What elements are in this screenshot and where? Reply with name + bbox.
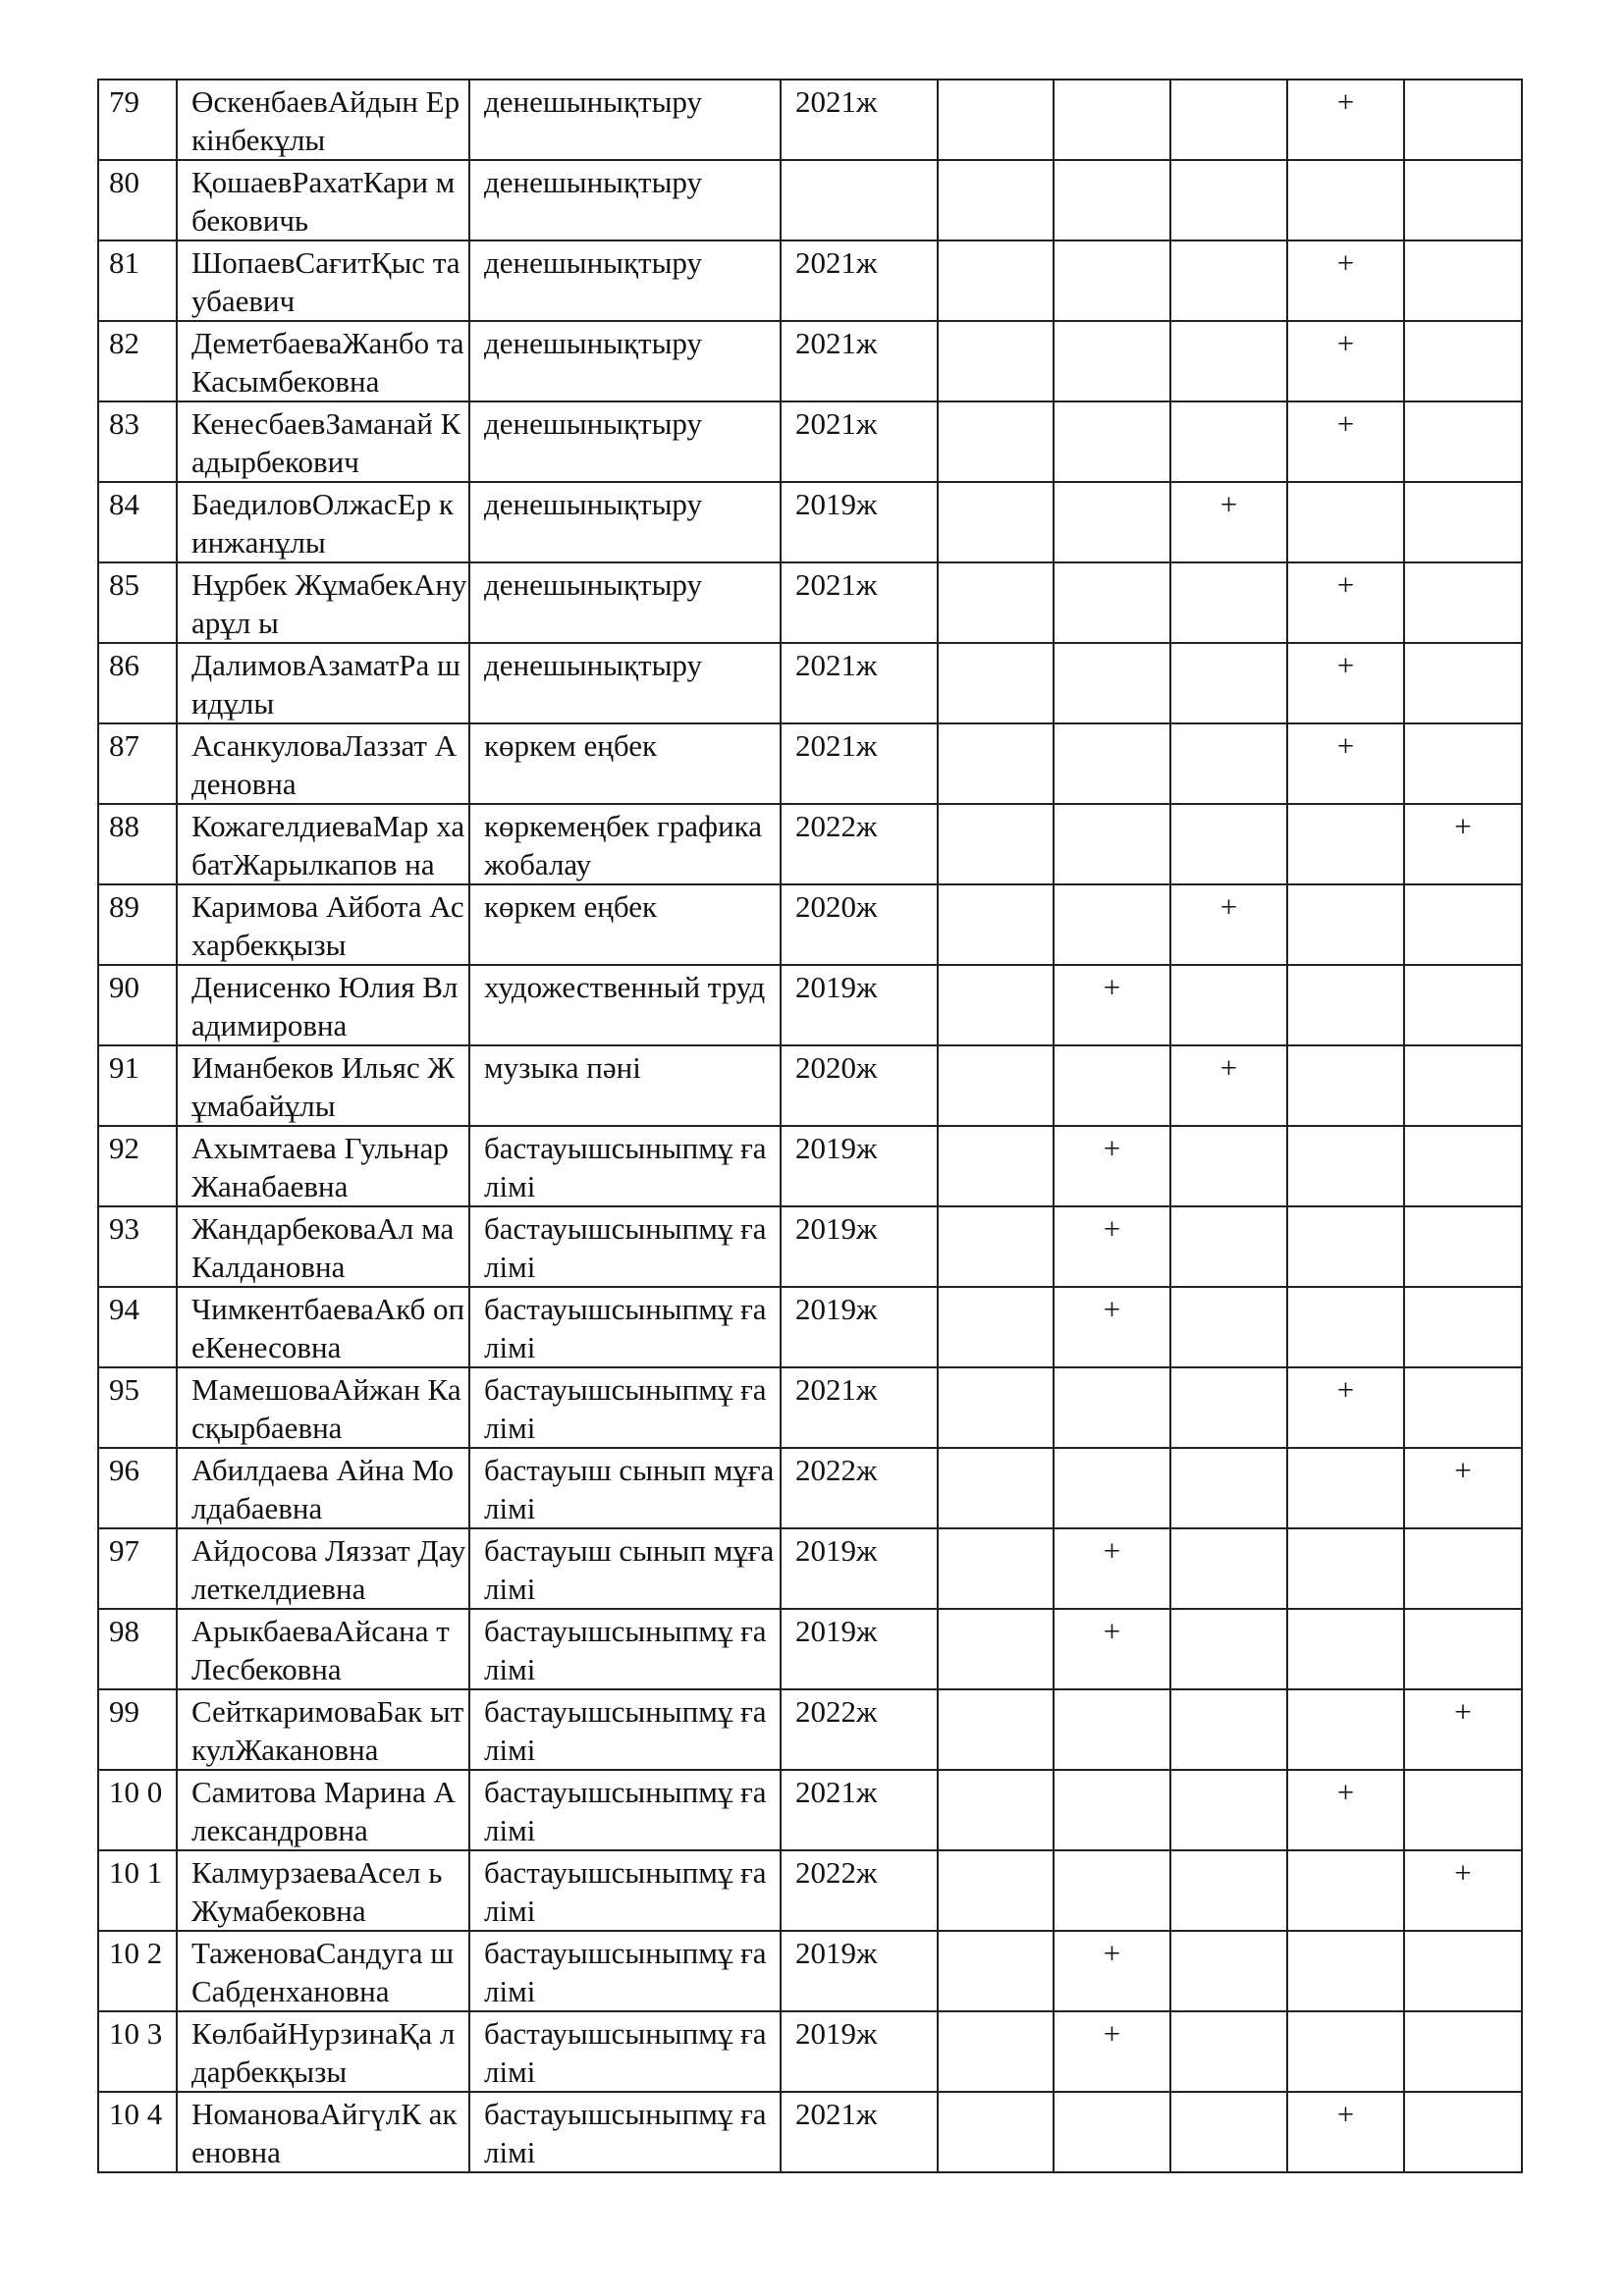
mark-cell xyxy=(938,884,1054,965)
table-row xyxy=(98,160,1522,240)
mark-cell xyxy=(1170,1206,1287,1287)
name-cell: Иманбеков Ильяс Жұмабайұлы xyxy=(177,1045,469,1126)
name-cell: Самитова Марина Александровна xyxy=(177,1770,469,1850)
table-row xyxy=(98,80,1522,160)
mark-cell xyxy=(1170,1689,1287,1770)
subject-cell: бастауышсыныпмұ ғалімі xyxy=(469,1689,781,1770)
mark-cell: + xyxy=(1054,965,1170,1045)
mark-cell xyxy=(938,482,1054,562)
name-cell: КалмурзаеваАсел ьЖумабековна xyxy=(177,1850,469,1931)
mark-cell xyxy=(1054,884,1170,965)
mark-cell xyxy=(1170,965,1287,1045)
mark-cell xyxy=(1054,723,1170,804)
mark-cell: + xyxy=(1404,804,1522,884)
mark-cell xyxy=(1404,1287,1522,1367)
mark-cell xyxy=(1054,80,1170,160)
row-number-cell: 85 xyxy=(98,562,177,643)
mark-cell xyxy=(1287,1931,1404,2011)
name-cell: АсанкуловаЛаззат Аденовна xyxy=(177,723,469,804)
table-row xyxy=(98,965,1522,1045)
mark-cell xyxy=(1170,804,1287,884)
table-row xyxy=(98,1206,1522,1287)
subject-cell: денешынықтыру xyxy=(469,240,781,321)
row-number-cell: 94 xyxy=(98,1287,177,1367)
table-row xyxy=(98,723,1522,804)
subject-cell: бастауышсыныпмұ ғалімі xyxy=(469,1126,781,1206)
mark-cell xyxy=(1054,321,1170,401)
name-cell: КожагелдиеваМар хабатЖарылкапов на xyxy=(177,804,469,884)
mark-cell: + xyxy=(1054,1206,1170,1287)
mark-cell xyxy=(1404,965,1522,1045)
mark-cell xyxy=(1287,2011,1404,2092)
mark-cell xyxy=(1054,643,1170,723)
mark-cell xyxy=(1287,804,1404,884)
mark-cell xyxy=(1287,884,1404,965)
table-row xyxy=(98,804,1522,884)
mark-cell xyxy=(1170,1287,1287,1367)
mark-cell xyxy=(1287,1287,1404,1367)
row-number-cell: 92 xyxy=(98,1126,177,1206)
mark-cell: + xyxy=(1287,321,1404,401)
mark-cell xyxy=(1054,562,1170,643)
name-cell: АрыкбаеваАйсана тЛесбековна xyxy=(177,1609,469,1689)
mark-cell xyxy=(1404,321,1522,401)
year-cell: 2019ж xyxy=(781,1287,938,1367)
row-number-cell: 86 xyxy=(98,643,177,723)
name-cell: ШопаевСағитҚыс таубаевич xyxy=(177,240,469,321)
subject-cell: музыка пәні xyxy=(469,1045,781,1126)
subject-cell: бастауышсыныпмұ ғалімі xyxy=(469,1206,781,1287)
mark-cell xyxy=(1287,1689,1404,1770)
subject-cell: бастауышсыныпмұ ғалімі xyxy=(469,1287,781,1367)
year-cell: 2022ж xyxy=(781,1689,938,1770)
mark-cell xyxy=(1170,562,1287,643)
table-row xyxy=(98,1850,1522,1931)
table-row xyxy=(98,240,1522,321)
name-cell: ТаженоваСандуга шСабденхановна xyxy=(177,1931,469,2011)
mark-cell xyxy=(1054,482,1170,562)
year-cell: 2021ж xyxy=(781,80,938,160)
mark-cell: + xyxy=(1054,2011,1170,2092)
mark-cell: + xyxy=(1404,1448,1522,1528)
table-row xyxy=(98,1287,1522,1367)
mark-cell xyxy=(1054,1045,1170,1126)
mark-cell xyxy=(938,401,1054,482)
table-row xyxy=(98,1770,1522,1850)
row-number-cell: 79 xyxy=(98,80,177,160)
mark-cell: + xyxy=(1287,643,1404,723)
mark-cell: + xyxy=(1287,401,1404,482)
mark-cell xyxy=(1404,723,1522,804)
subject-cell: денешынықтыру xyxy=(469,80,781,160)
mark-cell: + xyxy=(1054,1528,1170,1609)
year-cell: 2019ж xyxy=(781,1528,938,1609)
mark-cell xyxy=(1404,1045,1522,1126)
year-cell: 2020ж xyxy=(781,884,938,965)
row-number-cell: 95 xyxy=(98,1367,177,1448)
mark-cell xyxy=(1404,1126,1522,1206)
name-cell: МамешоваАйжан Касқырбаевна xyxy=(177,1367,469,1448)
row-number-cell: 98 xyxy=(98,1609,177,1689)
mark-cell xyxy=(1404,1206,1522,1287)
mark-cell xyxy=(1170,80,1287,160)
row-number-cell: 83 xyxy=(98,401,177,482)
year-cell: 2021ж xyxy=(781,401,938,482)
year-cell: 2019ж xyxy=(781,1931,938,2011)
mark-cell xyxy=(938,723,1054,804)
row-number-cell: 10 4 xyxy=(98,2092,177,2172)
year-cell: 2021ж xyxy=(781,2092,938,2172)
row-number-cell: 96 xyxy=(98,1448,177,1528)
mark-cell xyxy=(1170,1448,1287,1528)
mark-cell xyxy=(1404,1528,1522,1609)
row-number-cell: 89 xyxy=(98,884,177,965)
table-row xyxy=(98,2011,1522,2092)
mark-cell xyxy=(1170,1609,1287,1689)
subject-cell: денешынықтыру xyxy=(469,321,781,401)
table-row xyxy=(98,643,1522,723)
mark-cell xyxy=(1404,643,1522,723)
year-cell: 2021ж xyxy=(781,1770,938,1850)
mark-cell xyxy=(1287,1448,1404,1528)
mark-cell xyxy=(1404,240,1522,321)
name-cell: Каримова Айбота Асхарбекқызы xyxy=(177,884,469,965)
mark-cell xyxy=(938,1770,1054,1850)
mark-cell xyxy=(1170,401,1287,482)
teachers-table xyxy=(97,79,1523,2173)
subject-cell: көркемеңбек графика жобалау xyxy=(469,804,781,884)
row-number-cell: 80 xyxy=(98,160,177,240)
subject-cell: бастауышсыныпмұ ғалімі xyxy=(469,1770,781,1850)
mark-cell xyxy=(1404,884,1522,965)
table-row xyxy=(98,884,1522,965)
name-cell: ДеметбаеваЖанбо таКасымбековна xyxy=(177,321,469,401)
mark-cell xyxy=(938,1367,1054,1448)
mark-cell xyxy=(1054,240,1170,321)
year-cell: 2022ж xyxy=(781,1850,938,1931)
mark-cell xyxy=(938,1689,1054,1770)
mark-cell xyxy=(1170,723,1287,804)
row-number-cell: 93 xyxy=(98,1206,177,1287)
row-number-cell: 10 1 xyxy=(98,1850,177,1931)
mark-cell xyxy=(938,643,1054,723)
row-number-cell: 10 3 xyxy=(98,2011,177,2092)
mark-cell xyxy=(1287,482,1404,562)
mark-cell xyxy=(1054,1689,1170,1770)
table-row xyxy=(98,1045,1522,1126)
table-row xyxy=(98,1367,1522,1448)
mark-cell: + xyxy=(1170,1045,1287,1126)
mark-cell xyxy=(1170,160,1287,240)
mark-cell xyxy=(1404,2092,1522,2172)
year-cell xyxy=(781,160,938,240)
mark-cell xyxy=(1054,1367,1170,1448)
table-row xyxy=(98,1689,1522,1770)
mark-cell xyxy=(938,1528,1054,1609)
table-row xyxy=(98,1448,1522,1528)
mark-cell xyxy=(1170,1528,1287,1609)
mark-cell xyxy=(938,1287,1054,1367)
mark-cell xyxy=(1404,482,1522,562)
subject-cell: денешынықтыру xyxy=(469,643,781,723)
mark-cell: + xyxy=(1054,1287,1170,1367)
subject-cell: денешынықтыру xyxy=(469,482,781,562)
name-cell: ЖандарбековаАл маКалдановна xyxy=(177,1206,469,1287)
mark-cell xyxy=(1287,1850,1404,1931)
table-row xyxy=(98,1931,1522,2011)
row-number-cell: 10 2 xyxy=(98,1931,177,2011)
subject-cell: көркем еңбек xyxy=(469,884,781,965)
mark-cell: + xyxy=(1287,1770,1404,1850)
name-cell: БаедиловОлжасЕр кинжанұлы xyxy=(177,482,469,562)
mark-cell: + xyxy=(1287,723,1404,804)
mark-cell xyxy=(938,1609,1054,1689)
mark-cell xyxy=(938,321,1054,401)
mark-cell xyxy=(1404,1931,1522,2011)
year-cell: 2019ж xyxy=(781,1206,938,1287)
row-number-cell: 10 0 xyxy=(98,1770,177,1850)
mark-cell: + xyxy=(1404,1689,1522,1770)
year-cell: 2019ж xyxy=(781,1609,938,1689)
year-cell: 2020ж xyxy=(781,1045,938,1126)
table-row xyxy=(98,401,1522,482)
mark-cell xyxy=(1170,1367,1287,1448)
row-number-cell: 84 xyxy=(98,482,177,562)
mark-cell: + xyxy=(1287,562,1404,643)
mark-cell xyxy=(938,1448,1054,1528)
mark-cell xyxy=(1287,1609,1404,1689)
mark-cell xyxy=(1170,321,1287,401)
subject-cell: денешынықтыру xyxy=(469,562,781,643)
mark-cell: + xyxy=(1287,1367,1404,1448)
name-cell: ДалимовАзаматРа шидұлы xyxy=(177,643,469,723)
mark-cell xyxy=(1170,643,1287,723)
mark-cell xyxy=(1287,1206,1404,1287)
name-cell: ӨскенбаевАйдын Еркінбекұлы xyxy=(177,80,469,160)
table-row xyxy=(98,1609,1522,1689)
mark-cell xyxy=(1404,1770,1522,1850)
mark-cell xyxy=(1054,1448,1170,1528)
mark-cell xyxy=(1170,2092,1287,2172)
table-row xyxy=(98,482,1522,562)
subject-cell: бастауышсыныпмұ ғалімі xyxy=(469,2011,781,2092)
year-cell: 2019ж xyxy=(781,482,938,562)
mark-cell: + xyxy=(1170,482,1287,562)
mark-cell xyxy=(1404,160,1522,240)
subject-cell: бастауыш сынып мұғалімі xyxy=(469,1528,781,1609)
mark-cell: + xyxy=(1404,1850,1522,1931)
mark-cell xyxy=(938,1206,1054,1287)
table-row xyxy=(98,2092,1522,2172)
mark-cell xyxy=(1404,1367,1522,1448)
year-cell: 2021ж xyxy=(781,240,938,321)
name-cell: Абилдаева Айна Молдабаевна xyxy=(177,1448,469,1528)
mark-cell xyxy=(1170,240,1287,321)
year-cell: 2021ж xyxy=(781,723,938,804)
mark-cell xyxy=(938,1850,1054,1931)
name-cell: Айдосова Ляззат Даулеткелдиевна xyxy=(177,1528,469,1609)
name-cell: ЧимкентбаеваАкб опеКенесовна xyxy=(177,1287,469,1367)
table-row xyxy=(98,562,1522,643)
subject-cell: денешынықтыру xyxy=(469,160,781,240)
mark-cell xyxy=(1287,1126,1404,1206)
name-cell: Нұрбек ЖұмабекАнуарұл ы xyxy=(177,562,469,643)
subject-cell: денешынықтыру xyxy=(469,401,781,482)
row-number-cell: 87 xyxy=(98,723,177,804)
row-number-cell: 88 xyxy=(98,804,177,884)
name-cell: КенесбаевЗаманай Кадырбекович xyxy=(177,401,469,482)
mark-cell xyxy=(938,562,1054,643)
mark-cell xyxy=(938,1126,1054,1206)
name-cell: КөлбайНурзинаҚа лдарбекқызы xyxy=(177,2011,469,2092)
mark-cell xyxy=(1404,2011,1522,2092)
mark-cell xyxy=(1287,1045,1404,1126)
row-number-cell: 82 xyxy=(98,321,177,401)
mark-cell: + xyxy=(1287,240,1404,321)
name-cell: Денисенко Юлия Владимировна xyxy=(177,965,469,1045)
mark-cell xyxy=(938,80,1054,160)
year-cell: 2021ж xyxy=(781,321,938,401)
mark-cell xyxy=(938,965,1054,1045)
mark-cell xyxy=(938,160,1054,240)
row-number-cell: 91 xyxy=(98,1045,177,1126)
year-cell: 2021ж xyxy=(781,562,938,643)
mark-cell: + xyxy=(1054,1931,1170,2011)
subject-cell: көркем еңбек xyxy=(469,723,781,804)
table-row xyxy=(98,1528,1522,1609)
subject-cell: бастауышсыныпмұ ғалімі xyxy=(469,2092,781,2172)
subject-cell: бастауышсыныпмұ ғалімі xyxy=(469,1931,781,2011)
mark-cell xyxy=(1287,160,1404,240)
mark-cell xyxy=(1054,2092,1170,2172)
year-cell: 2019ж xyxy=(781,1126,938,1206)
mark-cell xyxy=(1054,1850,1170,1931)
name-cell: НомановаАйгүлК акеновна xyxy=(177,2092,469,2172)
mark-cell: + xyxy=(1287,80,1404,160)
mark-cell: + xyxy=(1054,1609,1170,1689)
mark-cell xyxy=(938,1931,1054,2011)
year-cell: 2022ж xyxy=(781,804,938,884)
mark-cell xyxy=(938,804,1054,884)
year-cell: 2021ж xyxy=(781,1367,938,1448)
row-number-cell: 99 xyxy=(98,1689,177,1770)
subject-cell: бастауышсыныпмұ ғалімі xyxy=(469,1367,781,1448)
name-cell: Ахымтаева Гульнар Жанабаевна xyxy=(177,1126,469,1206)
mark-cell xyxy=(938,240,1054,321)
mark-cell xyxy=(938,1045,1054,1126)
mark-cell xyxy=(1170,2011,1287,2092)
mark-cell xyxy=(1054,804,1170,884)
name-cell: ҚошаевРахатКари мбековичь xyxy=(177,160,469,240)
mark-cell xyxy=(1287,1528,1404,1609)
mark-cell xyxy=(1404,401,1522,482)
mark-cell xyxy=(1170,1770,1287,1850)
mark-cell xyxy=(1054,401,1170,482)
mark-cell: + xyxy=(1170,884,1287,965)
year-cell: 2021ж xyxy=(781,643,938,723)
row-number-cell: 90 xyxy=(98,965,177,1045)
subject-cell: художественный труд xyxy=(469,965,781,1045)
mark-cell: + xyxy=(1054,1126,1170,1206)
mark-cell xyxy=(1170,1931,1287,2011)
mark-cell: + xyxy=(1287,2092,1404,2172)
mark-cell xyxy=(1287,965,1404,1045)
mark-cell xyxy=(1054,1770,1170,1850)
mark-cell xyxy=(1054,160,1170,240)
row-number-cell: 97 xyxy=(98,1528,177,1609)
year-cell: 2022ж xyxy=(781,1448,938,1528)
name-cell: СейткаримоваБак ыткулЖакановна xyxy=(177,1689,469,1770)
subject-cell: бастауышсыныпмұ ғалімі xyxy=(469,1609,781,1689)
row-number-cell: 81 xyxy=(98,240,177,321)
year-cell: 2019ж xyxy=(781,2011,938,2092)
table-row xyxy=(98,321,1522,401)
mark-cell xyxy=(938,2092,1054,2172)
mark-cell xyxy=(1170,1850,1287,1931)
mark-cell xyxy=(1404,1609,1522,1689)
year-cell: 2019ж xyxy=(781,965,938,1045)
subject-cell: бастауыш сынып мұғалімі xyxy=(469,1448,781,1528)
table-row xyxy=(98,1126,1522,1206)
mark-cell xyxy=(1404,562,1522,643)
mark-cell xyxy=(1170,1126,1287,1206)
mark-cell xyxy=(1404,80,1522,160)
mark-cell xyxy=(938,2011,1054,2092)
subject-cell: бастауышсыныпмұ ғалімі xyxy=(469,1850,781,1931)
